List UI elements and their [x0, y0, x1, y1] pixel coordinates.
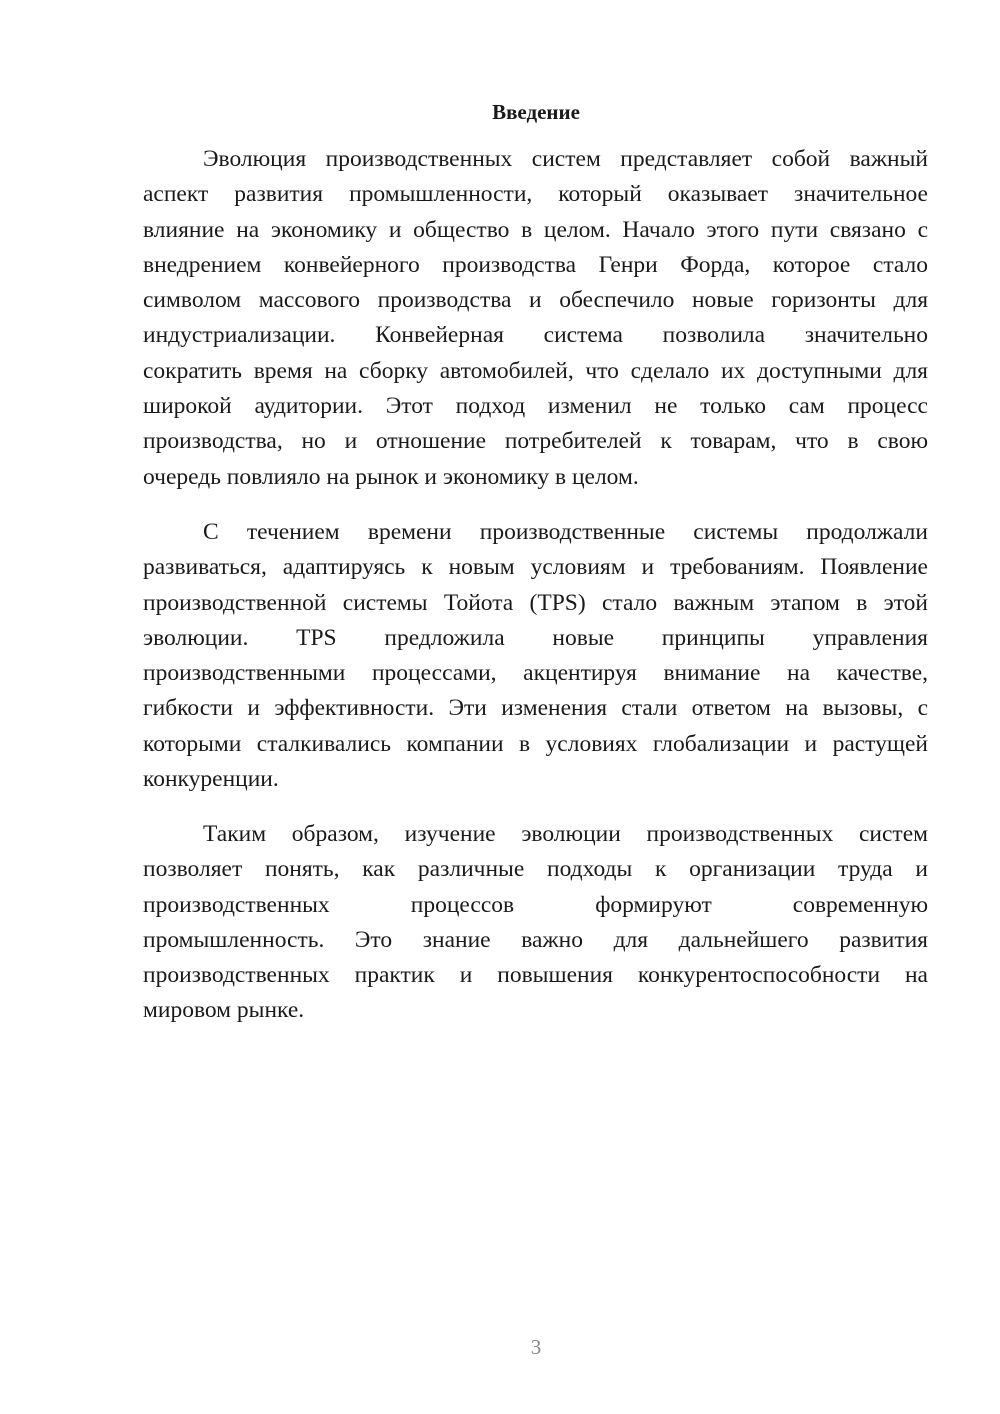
page-number: 3 — [530, 1335, 542, 1359]
text-line: влияние на экономику и общество в целом. Начало этого пути связано с — [143, 216, 928, 243]
text-line: производственных процессов формируют современную — [143, 891, 928, 918]
text-line: символом массового производства и обеспечило новые горизонты для — [143, 287, 928, 314]
text-line: сократить время на сборку автомобилей, что сделало их доступными для — [143, 357, 928, 384]
text-line: которыми сталкивались компании в условиях глобализации и растущей — [143, 730, 928, 757]
paragraph-3 — [143, 817, 928, 1029]
section-title: Введение — [492, 100, 580, 124]
text-line: мировом рынке. — [143, 997, 305, 1024]
text-line: Таким образом, изучение эволюции производственных систем — [203, 821, 928, 847]
text-line: С течением времени производственные системы продолжали — [203, 519, 928, 545]
text-line: эволюции. TPS предложила новые принципы управления — [143, 624, 928, 651]
text-line: конкуренции. — [143, 766, 279, 793]
text-line: развиваться, адаптируясь к новым условиям и требованиям. Появление — [143, 554, 928, 581]
text-line: внедрением конвейерного производства Генри Форда, которое стало — [143, 251, 928, 278]
text-line: промышленность. Это знание важно для дальнейшего развития — [143, 926, 928, 953]
paragraph-2 — [143, 515, 928, 797]
text-line: индустриализации. Конвейерная система позволила значительно — [143, 322, 928, 349]
text-line: производственной системы Тойота (TPS) стало важным этапом в этой — [143, 589, 928, 616]
paragraph-1 — [143, 142, 928, 495]
text-line: очередь повлияло на рынок и экономику в целом. — [143, 463, 639, 490]
text-line: гибкости и эффективности. Эти изменения стали ответом на вызовы, с — [143, 695, 928, 722]
text-line: аспект развития промышленности, который оказывает значительное — [143, 181, 928, 208]
text-line: производства, но и отношение потребителей к товарам, что в свою — [143, 428, 928, 455]
text-line: позволяет понять, как различные подходы к организации труда и — [143, 856, 928, 883]
text-line: производственных практик и повышения конкурентоспособности на — [143, 962, 928, 989]
text-line: широкой аудитории. Этот подход изменил не только сам процесс — [143, 393, 928, 420]
text-line: производственными процессами, акцентируя внимание на качестве, — [143, 660, 928, 687]
text-line: Эволюция производственных систем представляет собой важный — [203, 146, 928, 172]
